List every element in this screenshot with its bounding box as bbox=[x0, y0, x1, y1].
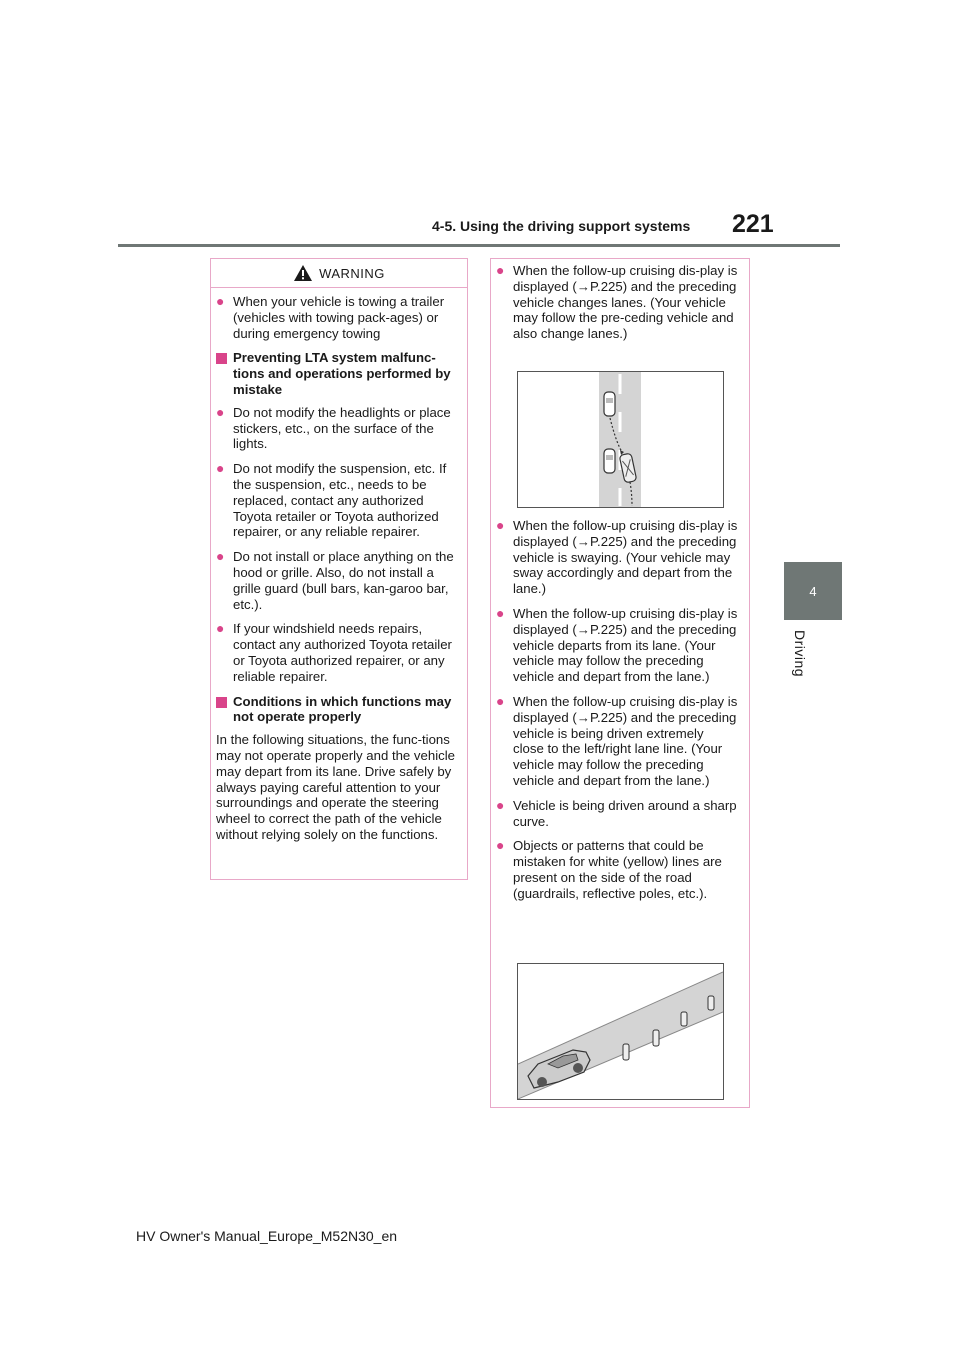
warning-title: WARNING bbox=[319, 265, 385, 281]
parked-vehicle-icon bbox=[604, 449, 615, 473]
manual-footer: HV Owner's Manual_Europe_M52N30_en bbox=[136, 1228, 398, 1244]
bullet-icon: ● bbox=[216, 403, 225, 420]
chapter-number: 4 bbox=[809, 583, 817, 599]
subheading bbox=[216, 694, 461, 726]
square-bullet-icon bbox=[216, 353, 227, 364]
list-item bbox=[496, 606, 738, 685]
list-item-text: When the follow-up cruising dis-play is displayed (→P.225) and the preceding vehicle is being driven extremely close to the left/right lane line. (Your vehicle may follow the preceding vehicle and depart from the lane.) bbox=[513, 693, 738, 788]
bullet-icon: ● bbox=[496, 517, 505, 533]
list-item-text: When the follow-up cruising dis-play is displayed (→P.225) and the preceding vehicle departs from its lane. (Your vehicle may follow the preceding vehicle and depart from the lane.) bbox=[513, 605, 738, 685]
chapter-tab[interactable] bbox=[784, 562, 842, 620]
bullet-icon: ● bbox=[496, 692, 505, 709]
list-item-text: If your windshield needs repairs, contact any authorized Toyota retailer or Toyota authorized repairer, or any reliable repairer. bbox=[233, 621, 452, 684]
lane-change-drawing bbox=[518, 372, 723, 507]
list-item bbox=[216, 549, 461, 612]
bullet-icon: ● bbox=[216, 548, 225, 565]
list-item-text: When the follow-up cruising dis-play is displayed (→P.225) and the preceding vehicle is swaying. (Your vehicle may sway accordingly and depart from the lane.) bbox=[513, 518, 738, 597]
subheading-text: Preventing LTA system malfunc-tions and operations performed by mistake bbox=[233, 350, 451, 397]
chapter-label: Driving bbox=[792, 630, 808, 678]
list-item-text: Do not install or place anything on the hood or grille. Also, do not install a grille guard (bull bars, kan-garoo bar, etc.). bbox=[233, 549, 454, 612]
bullet-icon: ● bbox=[496, 837, 505, 854]
bullet-icon: ● bbox=[216, 460, 225, 477]
bullet-icon: ● bbox=[216, 620, 225, 637]
warning-triangle-icon bbox=[293, 264, 313, 282]
preceding-vehicle-icon bbox=[604, 392, 615, 416]
bullet-icon: ● bbox=[496, 604, 505, 621]
bullet-icon: ● bbox=[496, 796, 505, 813]
list-item bbox=[496, 838, 738, 901]
list-item-text: Vehicle is being driven around a sharp curve. bbox=[513, 797, 737, 829]
list-item-text: Do not modify the suspension, etc. If the suspension, etc., needs to be replaced, contact any authorized Toyota retailer or Toyota authorized repairer, or any reliable repairer. bbox=[233, 461, 447, 540]
reflective-pole-icon bbox=[708, 996, 714, 1010]
list-item bbox=[496, 798, 738, 830]
conditions-paragraph: In the following situations, the func-tions may not operate properly and the vehicle may depart from its lane. Drive safely by always paying careful attention to your surroundings and operate the steering wheel to correct the path of the vehicle without relying solely on the functions. bbox=[216, 732, 455, 842]
square-bullet-icon bbox=[216, 697, 227, 708]
bullet-icon: ● bbox=[496, 262, 505, 278]
reflective-pole-icon bbox=[681, 1012, 687, 1026]
list-item bbox=[496, 518, 738, 597]
list-item bbox=[216, 621, 461, 684]
list-item-text: Do not modify the headlights or place stickers, etc., on the surface of the lights. bbox=[233, 404, 451, 452]
lane-change-illustration bbox=[517, 371, 724, 508]
list-item bbox=[216, 405, 461, 452]
section-title: 4-5. Using the driving support systems bbox=[432, 218, 691, 234]
list-item bbox=[496, 694, 738, 789]
reflective-pole-icon bbox=[653, 1030, 659, 1046]
warning-header bbox=[211, 259, 467, 288]
right-bullet-list bbox=[496, 518, 744, 902]
list-item bbox=[216, 294, 461, 341]
list-item-text: When the follow-up cruising dis-play is displayed (→P.225) and the preceding vehicle changes lanes. (Your vehicle may follow the pre-ceding vehicle and also change lanes.) bbox=[513, 263, 738, 342]
roadside-poles-drawing bbox=[518, 964, 723, 1099]
list-item-text: When your vehicle is towing a trailer (vehicles with towing pack-ages) or during emergency towing bbox=[233, 294, 445, 341]
roadside-poles-illustration bbox=[517, 963, 724, 1100]
header-divider bbox=[118, 244, 840, 247]
reflective-pole-icon bbox=[623, 1044, 629, 1060]
subheading bbox=[216, 350, 461, 397]
list-item bbox=[216, 461, 461, 540]
subheading-text: Conditions in which functions may not operate properly bbox=[233, 693, 452, 725]
list-item-text: Objects or patterns that could be mistaken for white (yellow) lines are present on the side of the road (guardrails, reflective poles, etc.). bbox=[513, 838, 722, 901]
list-item bbox=[496, 263, 743, 342]
bullet-icon: ● bbox=[216, 293, 225, 309]
page-number: 221 bbox=[732, 210, 774, 238]
warning-box bbox=[210, 258, 468, 880]
